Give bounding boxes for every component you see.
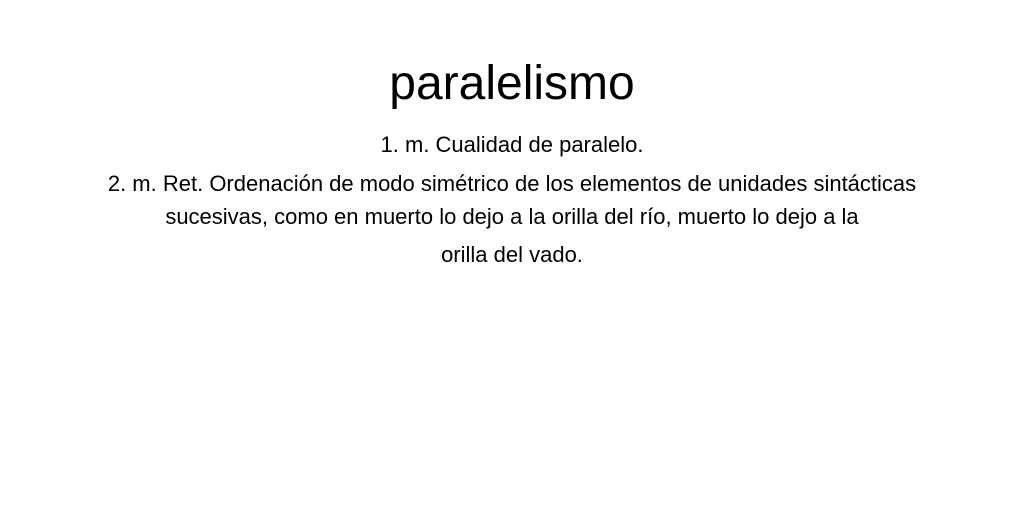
- definition-2-line-3: orilla del vado.: [441, 242, 583, 267]
- definition-1: 1. m. Cualidad de paralelo.: [380, 132, 644, 157]
- definition-2-line-2: sucesivas, como en muerto lo dejo a la orilla del río, muerto lo dejo a la: [165, 204, 859, 229]
- definition-2-line-1: 2. m. Ret. Ordenación de modo simétrico de los elementos de unidades sintácticas: [107, 171, 917, 196]
- headword: paralelismo: [389, 57, 635, 110]
